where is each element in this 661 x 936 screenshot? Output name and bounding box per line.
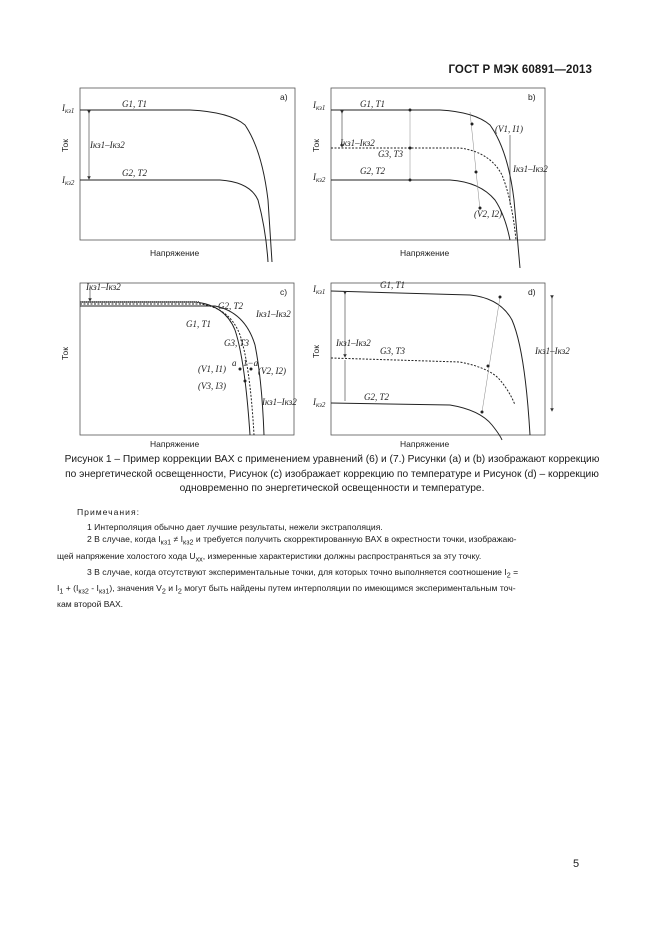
panel-b-curve-1-label: G1, T1 <box>360 99 386 109</box>
panel-c-curve-2-label: G2, T2 <box>218 301 244 311</box>
panel-b-tag: b) <box>528 92 536 102</box>
panel-d-curve-2 <box>331 403 502 440</box>
panel-c-tag: c) <box>280 287 288 297</box>
notes-title: Примечания: <box>77 507 141 517</box>
panel-a-x-axis: Напряжение <box>150 248 200 258</box>
panel-b-curve-2-label: G2, T2 <box>360 166 386 176</box>
panel-b-curve-3-label: G3, T3 <box>378 149 404 159</box>
page-number: 5 <box>573 858 580 870</box>
panel-a-isc2-label: $I_{кз2}$ <box>62 175 75 187</box>
panel-d-y-axis: Ток <box>311 345 321 358</box>
panel-c-a-label: a <box>232 358 237 368</box>
panel-c-curve-1-label: G1, T1 <box>186 319 212 329</box>
panel-d-diff-left-label: Iкз1–Iкз2 <box>336 338 371 348</box>
panel-d-curve-2-label: G2, T2 <box>364 392 390 402</box>
note-2: 2 В случае, когда $I_{кз1} \ne I_{кз2}$ и требуется получить скорректированную ВАХ в окрестности точки, изображаю- <box>87 534 517 547</box>
panel-b-point-2-label: (V2, I2) <box>474 209 502 219</box>
panel-c-diff-top-label: Iкз1–Iкз2 <box>86 282 121 292</box>
panel-a <box>60 88 295 262</box>
panel-b-x-axis: Напряжение <box>400 248 450 258</box>
panel-a-curve-2-label: G2, T2 <box>122 168 148 178</box>
panel-c <box>60 282 297 449</box>
panel-d-isc2-label: $I_{кз2}$ <box>313 397 326 409</box>
panel-a-curve-1 <box>80 110 272 262</box>
panel-b <box>311 88 548 268</box>
panel-c-x-axis: Напряжение <box>150 439 200 449</box>
panel-a-isc1-label: $I_{кз1}$ <box>62 103 75 115</box>
notes-section <box>57 506 582 611</box>
panel-c-1-minus-a-label: 1−a <box>243 358 259 368</box>
panel-d-curve-1 <box>331 291 530 435</box>
panel-b-diff-right-label: Iкз1–Iкз2 <box>513 164 548 174</box>
note-2-cont: щей напряжение холостого хода $U_{хх}$, измеренные характеристики должны распространяться за эту точку. <box>57 550 482 564</box>
panel-c-diff-bottom-label: Iкз1–Iкз2 <box>262 397 297 407</box>
panel-d-tag: d) <box>528 287 536 297</box>
panel-b-isc1-label: $I_{кз1}$ <box>313 100 326 112</box>
panel-b-point-1-label: (V1, I1) <box>495 124 523 134</box>
panel-d <box>311 280 570 449</box>
note-3: 3 В случае, когда отсутствуют экспериментальные точки, для которых точно выполняется соотношение $I_2$ = <box>87 566 519 580</box>
panel-c-point-2-label: (V2, I2) <box>258 366 286 376</box>
note-3-cont: $I_1 + (I_{кз2} - I_{кз1})$, значения $V_2$ и $I_2$ могут быть найдены путем интерполяции по имеющимся экспериментальным точ- <box>57 583 516 596</box>
figure-caption: Рисунок 1 – Пример коррекции ВАХ с применением уравнений (6) и (7.) Рисунки (а) и (b) изображают коррекцию по энергетической освещенности, Рисунок (c) изображает коррекцию по температуре и Рисунок (d) – коррекцию одновременно по энергетической освещенности и температуре. <box>64 454 600 494</box>
panel-c-curve-3 <box>80 304 254 435</box>
document-header: ГОСТ Р МЭК 60891—2013 <box>448 64 592 76</box>
panel-c-point-3-label: (V3, I3) <box>198 381 226 391</box>
panel-b-diff-left-label: Iкз1–Iкз2 <box>340 138 375 148</box>
panel-c-curve-2 <box>80 306 264 435</box>
panel-b-isc2-label: $I_{кз2}$ <box>313 172 326 184</box>
panel-c-curve-3-label: G3, T3 <box>224 338 250 348</box>
panel-b-curve-3 <box>331 148 516 240</box>
panel-d-curve-3-label: G3, T3 <box>380 346 406 356</box>
panel-a-curve-1-label: G1, T1 <box>122 99 148 109</box>
panel-c-y-axis: Ток <box>60 347 70 360</box>
panel-a-diff-label: Iкз1–Iкз2 <box>90 140 125 150</box>
panel-d-x-axis: Напряжение <box>400 439 450 449</box>
note-1: 1 Интерполяция обычно дает лучшие результаты, нежели экстраполяция. <box>87 521 383 532</box>
panel-d-curve-1-label: G1, T1 <box>380 280 406 290</box>
panel-d-diff-right-label: Iкз1–Iкз2 <box>535 346 570 356</box>
panel-b-y-axis: Ток <box>311 139 321 152</box>
panel-a-y-axis: Ток <box>60 139 70 152</box>
panel-a-tag: a) <box>280 92 288 102</box>
panel-c-point-1-label: (V1, I1) <box>198 364 226 374</box>
panel-b-curve-1 <box>331 110 520 268</box>
panel-c-diff-right-label: Iкз1–Iкз2 <box>256 309 291 319</box>
panel-d-isc1-label: $I_{кз1}$ <box>313 284 326 296</box>
note-3-end: кам второй ВАХ. <box>57 599 124 610</box>
